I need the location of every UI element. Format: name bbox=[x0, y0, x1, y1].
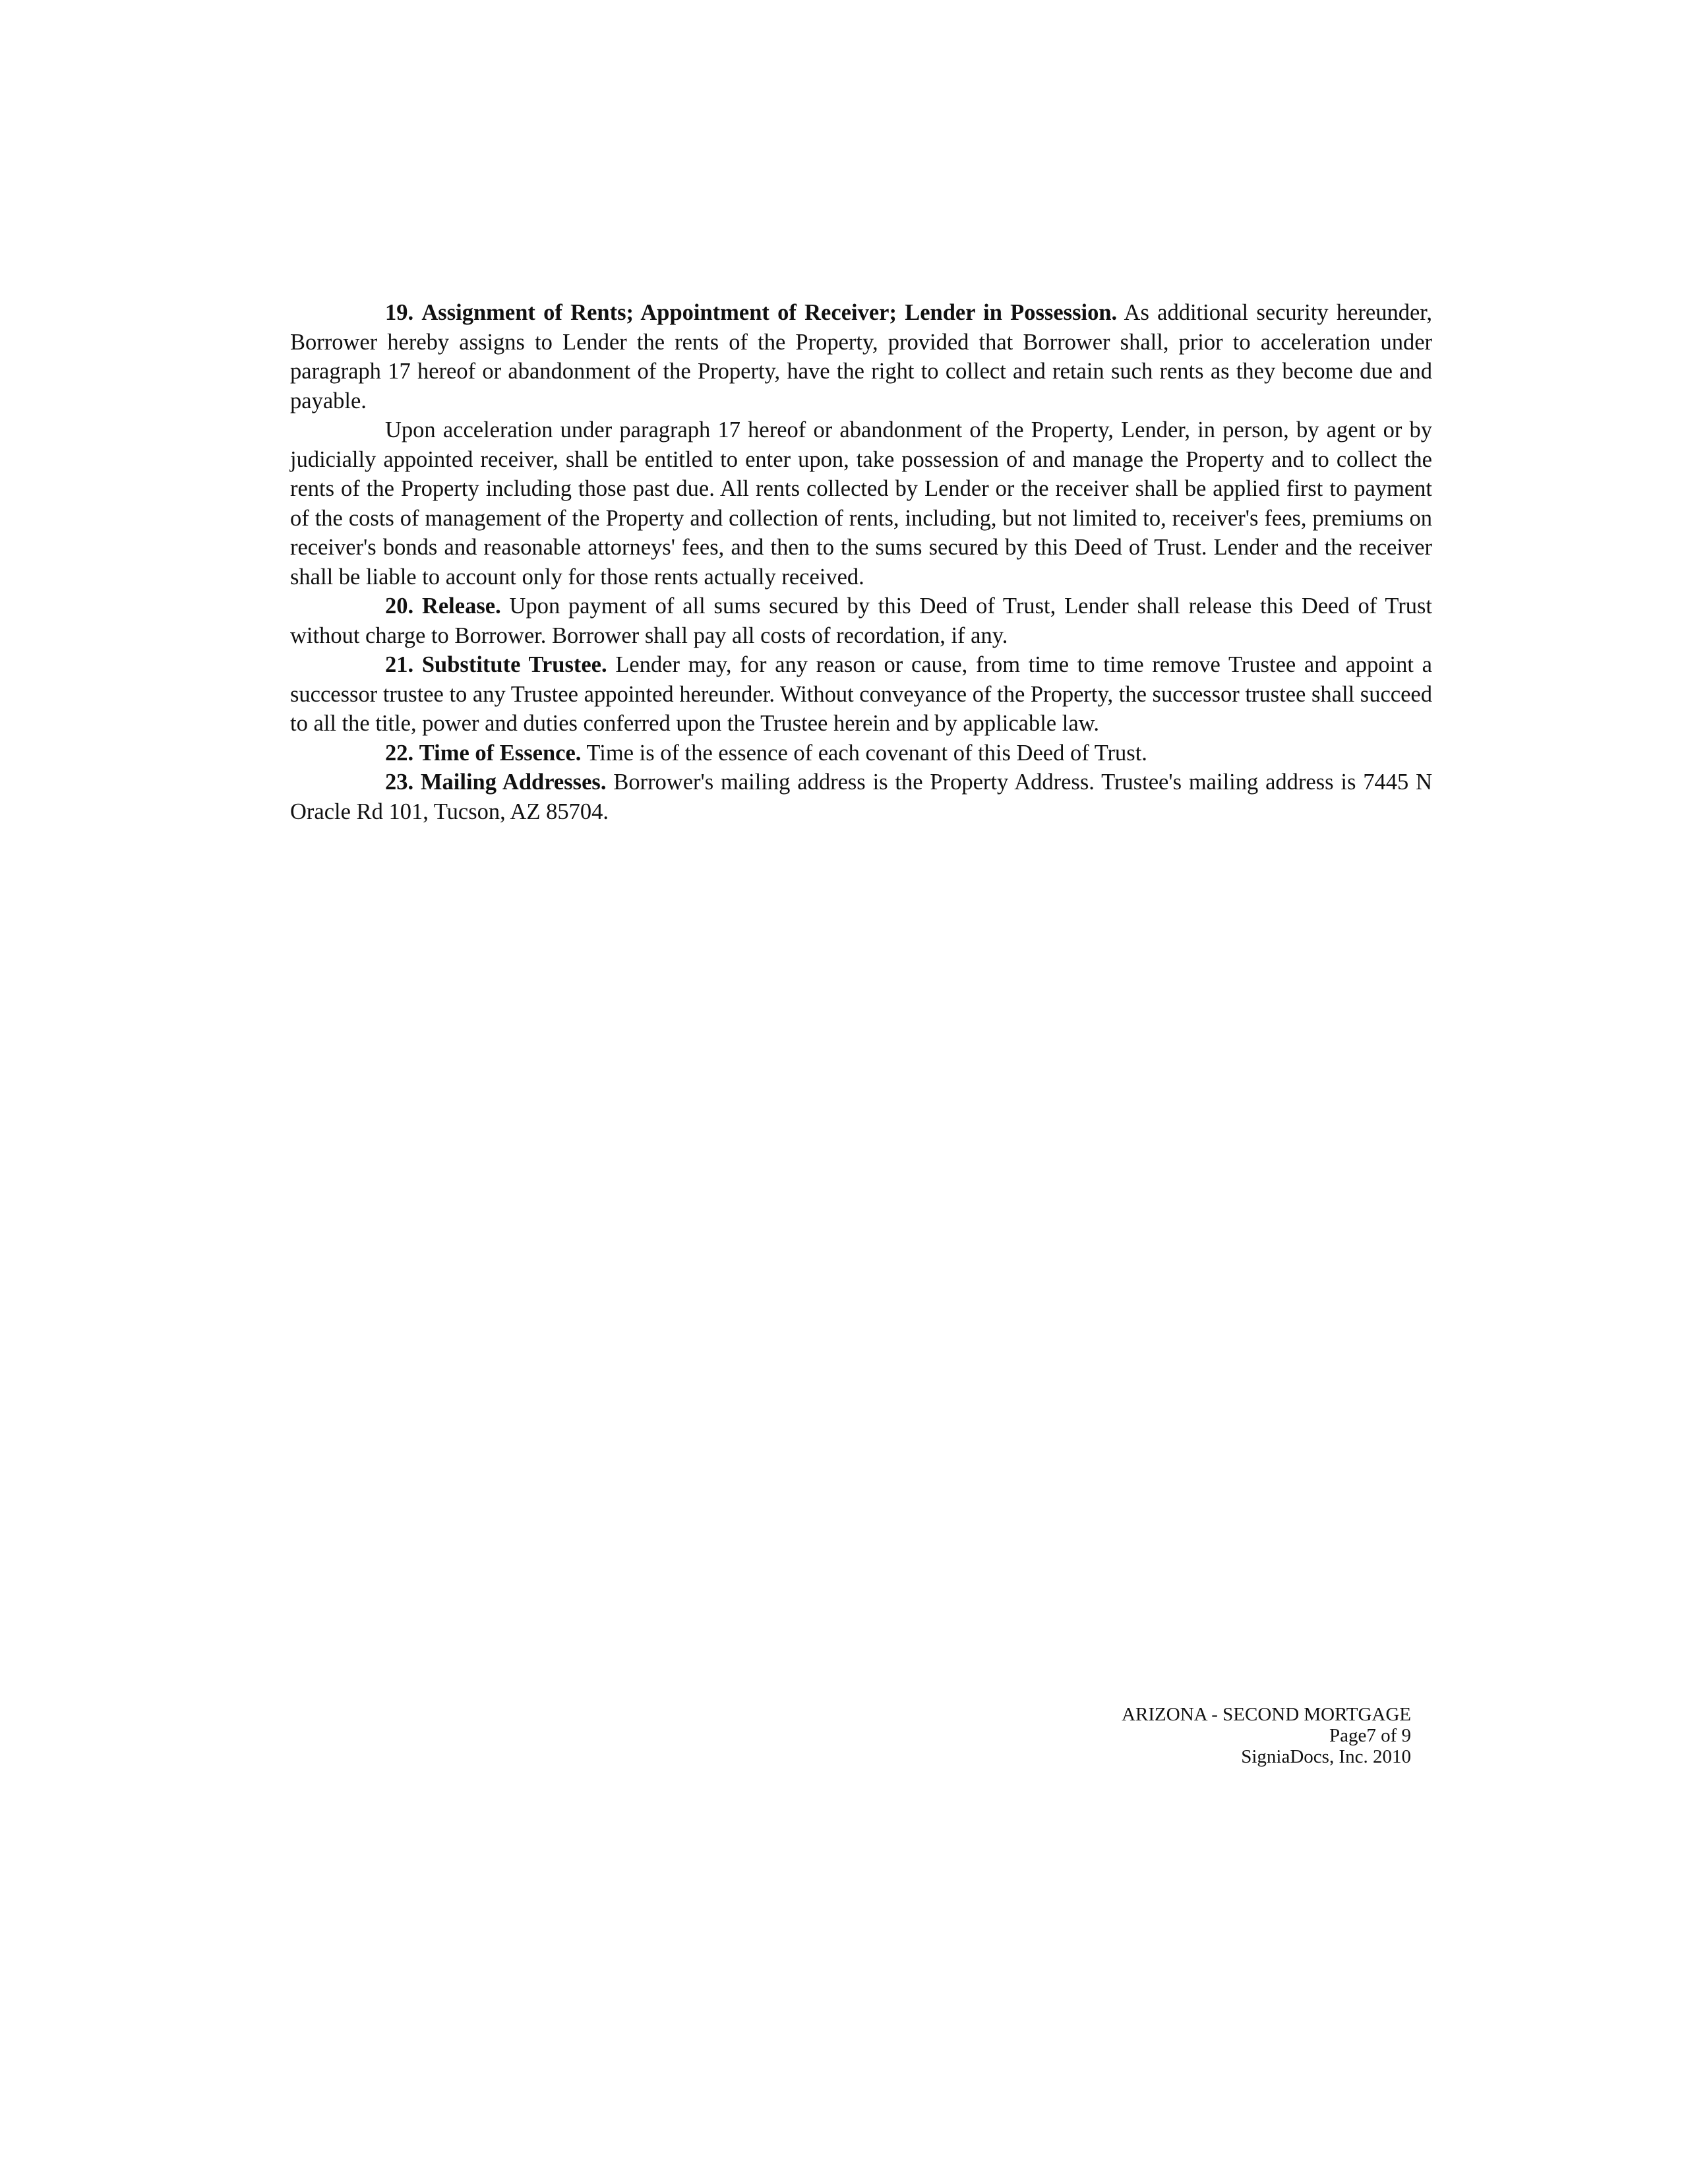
document-body bbox=[290, 298, 1432, 826]
section-21-substitute-trustee bbox=[290, 650, 1432, 739]
form-title: ARIZONA - SECOND MORTGAGE bbox=[1122, 1704, 1411, 1725]
section-text: Upon acceleration under paragraph 17 hereof or abandonment of the Property, Lender, in person, by agent or by judicially appointed receiver, shall be entitled to enter upon, take possession of and manage the Property and to collect the rents of the Property including those past due. All rents collected by Lender or the receiver shall be applied first to payment of the costs of management of the Property and collection of rents, including, but not limited to, receiver's fees, premiums on receiver's bonds and reasonable attorneys' fees, and then to the sums secured by this Deed of Trust. Lender and the receiver shall be liable to account only for those rents actually received. bbox=[290, 417, 1432, 590]
section-20-release bbox=[290, 592, 1432, 650]
section-heading: Release. bbox=[421, 593, 501, 619]
section-19-assignment-of-rents bbox=[290, 298, 1432, 415]
section-text: Upon payment of all sums secured by this Deed of Trust, Lender shall release this Deed of Trust without charge to Borrower. Borrower shall pay all costs of recordation, if any. bbox=[290, 593, 1432, 648]
section-heading: Mailing Addresses. bbox=[420, 770, 607, 795]
section-number: 23. bbox=[385, 770, 414, 795]
section-text: Time is of the essence of each covenant of this Deed of Trust. bbox=[586, 740, 1147, 766]
section-number: 22. bbox=[385, 740, 414, 766]
section-22-time-of-essence bbox=[290, 739, 1432, 768]
section-number: 19. bbox=[385, 300, 414, 325]
page-footer bbox=[989, 1704, 1411, 1767]
page-number: Page7 of 9 bbox=[1329, 1725, 1411, 1746]
section-number: 21. bbox=[385, 652, 414, 677]
section-heading: Assignment of Rents; Appointment of Receiver; Lender in Possession. bbox=[421, 300, 1118, 325]
section-text: Borrower's mailing address is the Property Address. Trustee's mailing address is 7445 N Oracle Rd 101, Tucson, AZ 85704. bbox=[290, 770, 1433, 824]
section-19-continuation bbox=[290, 415, 1432, 592]
section-number: 20. bbox=[385, 593, 414, 619]
copyright-notice: SigniaDocs, Inc. 2010 bbox=[1241, 1746, 1411, 1767]
section-text: Lender may, for any reason or cause, from time to time remove Trustee and appoint a successor trustee to any Trustee appointed hereunder. Without conveyance of the Property, the successor trustee shall succeed to all the title, power and duties conferred upon the Trustee herein and by applicable law. bbox=[290, 652, 1432, 736]
section-heading: Time of Essence. bbox=[419, 740, 582, 766]
section-heading: Substitute Trustee. bbox=[421, 652, 607, 677]
section-text: As additional security hereunder, Borrower hereby assigns to Lender the rents of the Property, provided that Borrower shall, prior to acceleration under paragraph 17 hereof or abandonment of the Property, have the right to collect and retain such rents as they become due and payable. bbox=[290, 300, 1432, 413]
section-23-mailing-addresses bbox=[290, 768, 1432, 826]
